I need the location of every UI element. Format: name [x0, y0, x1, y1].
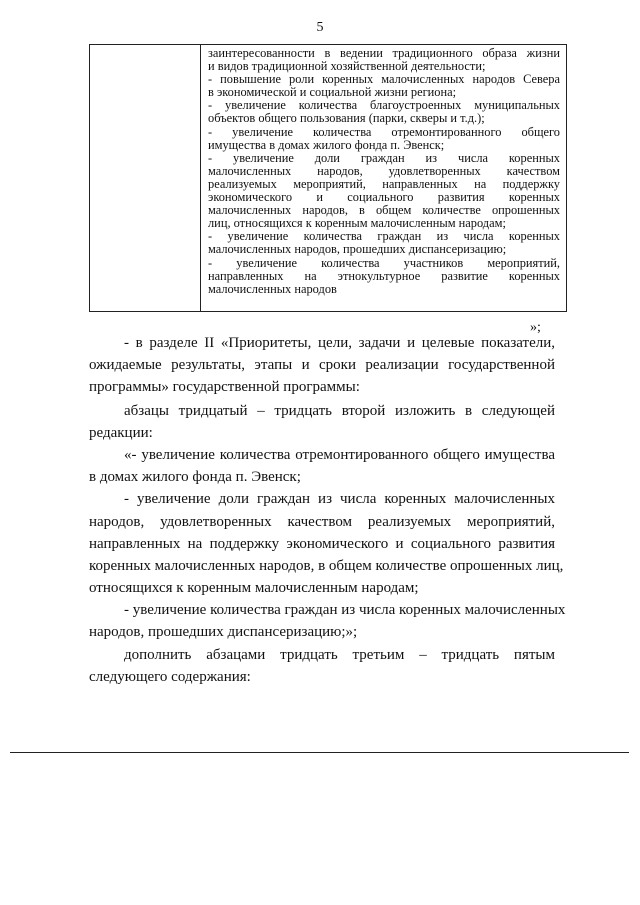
page-number: 5: [316, 20, 324, 35]
table-left-cell: [90, 45, 201, 311]
table-line: - увеличение количества граждан из числа коренных: [208, 229, 560, 244]
table-line: малочисленных народов: [208, 281, 337, 296]
body-line: - увеличение количества граждан из числа коренных малочисленных: [124, 602, 566, 619]
body-line: относящихся к коренным малочисленным народам;: [89, 580, 419, 597]
table-line: объектов общего пользования (парки, скверы и т.д.);: [208, 111, 485, 126]
table-line: лиц, относящихся к коренным малочисленным народам;: [208, 216, 506, 231]
body-line: редакции:: [89, 424, 153, 441]
table-line: экономического и социального развития коренных: [208, 190, 560, 205]
measures-table: [89, 44, 567, 312]
body-line: народов, удовлетворенных качеством реализуемых мероприятий,: [89, 513, 555, 530]
document-body: [89, 332, 566, 688]
table-line: - увеличение количества отремонтированного общего: [208, 124, 560, 139]
body-line: ожидаемые результаты, этапы и сроки реализации государственной: [89, 357, 555, 374]
body-line: программы» государственной программы:: [89, 379, 360, 396]
table-line: - повышение роли коренных малочисленных народов Севера: [208, 72, 560, 87]
body-line: - в разделе II «Приоритеты, цели, задачи и целевые показатели,: [124, 335, 555, 351]
body-line: «- увеличение количества отремонтированного общего имущества: [124, 446, 555, 463]
table-line: в экономической и социальной жизни региона;: [208, 85, 457, 100]
footer-divider: [10, 752, 629, 753]
body-line: в домах жилого фонда п. Эвенск;: [89, 469, 301, 486]
body-line: абзацы тридцатый – тридцать второй изложить в следующей: [124, 402, 555, 419]
table-line: малочисленных народов, в общем количестве опрошенных: [208, 203, 560, 218]
body-line: - увеличение доли граждан из числа коренных малочисленных: [124, 491, 555, 508]
body-line: народов, прошедших диспансеризацию;»;: [89, 624, 358, 641]
table-right-cell: [201, 45, 566, 311]
table-line: малочисленных народов, прошедших диспансеризацию;: [208, 242, 507, 257]
table-line: - увеличение количества участников мероприятий,: [208, 255, 560, 270]
body-line: дополнить абзацами тридцать третьим – тридцать пятым: [124, 646, 555, 663]
table-line: и видов традиционной хозяйственной деятельности;: [208, 59, 486, 74]
table-line: - увеличение количества благоустроенных муниципальных: [208, 98, 560, 113]
table-line: - увеличение доли граждан из числа коренных: [208, 150, 560, 165]
closing-quote-mark: »;: [530, 320, 541, 335]
table-line: направленных на этнокультурное развитие коренных: [208, 268, 560, 283]
body-line: следующего содержания:: [89, 668, 251, 685]
body-line: коренных малочисленных народов, в общем количестве опрошенных лиц,: [89, 557, 564, 574]
body-line: направленных на поддержку экономического и социального развития: [89, 535, 555, 552]
table-line: имущества в домах жилого фонда п. Эвенск;: [208, 137, 445, 152]
table-line: малочисленных народов, удовлетворенных качеством: [208, 163, 560, 178]
table-line: заинтересованности в ведении традиционного образа жизни: [208, 46, 560, 60]
table-line: реализуемых мероприятий, направленных на поддержку: [208, 176, 560, 191]
